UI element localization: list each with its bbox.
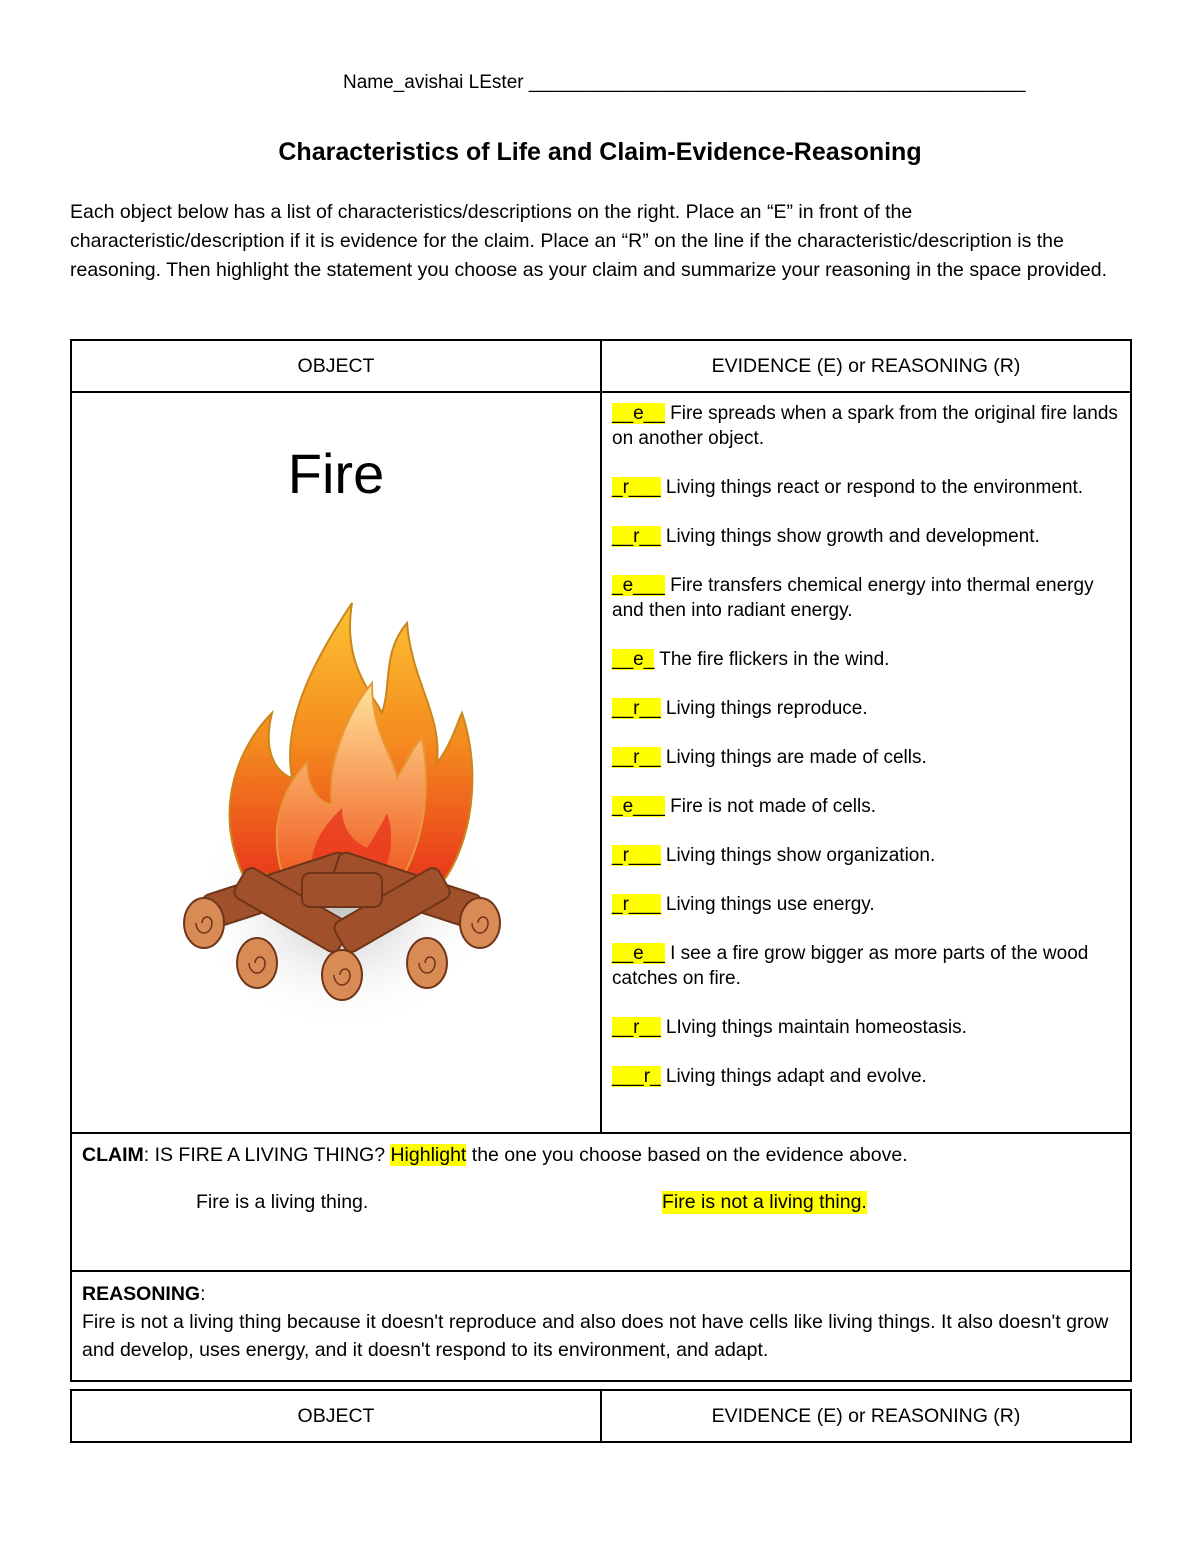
answer-mark[interactable]: _r___ xyxy=(612,845,661,866)
claim-row xyxy=(71,1133,1131,1271)
item-text: Living things use energy. xyxy=(660,894,875,915)
choice-living[interactable]: Fire is a living thing. xyxy=(196,1191,369,1213)
reasoning-heading xyxy=(82,1280,1120,1308)
list-item xyxy=(612,1064,1122,1089)
list-item xyxy=(612,401,1122,451)
object-cell xyxy=(71,392,601,1133)
table-header-row xyxy=(71,1390,1131,1442)
reasoning-label: REASONING xyxy=(82,1283,201,1305)
claim-highlight-word: Highlight xyxy=(390,1144,467,1166)
object-column-header: OBJECT xyxy=(71,340,601,392)
object-column-header: OBJECT xyxy=(71,1390,601,1442)
reasoning-text[interactable]: Fire is not a living thing because it doesn't reproduce and also does not have cells like living things. It also doesn't grow and develop, uses energy, and it doesn't respond to its environment, and adapt. xyxy=(82,1311,1109,1361)
claim-choices xyxy=(82,1167,1120,1217)
worksheet-title: Characteristics of Life and Claim-Evidence-Reasoning xyxy=(278,138,922,166)
answer-mark[interactable]: __e__ xyxy=(612,403,665,424)
evidence-column-header: EVIDENCE (E) or REASONING (R) xyxy=(601,1390,1131,1442)
item-text: Living things are made of cells. xyxy=(660,747,927,768)
item-text: Living things adapt and evolve. xyxy=(660,1066,927,1087)
answer-mark[interactable]: __r__ xyxy=(612,526,661,547)
list-item xyxy=(612,573,1122,623)
item-text: Fire is not made of cells. xyxy=(664,796,877,817)
answer-mark[interactable]: _r___ xyxy=(612,894,661,915)
claim-rest: the one you choose based on the evidence above. xyxy=(466,1144,908,1166)
answer-mark[interactable]: __r__ xyxy=(612,698,661,719)
answer-mark[interactable]: ___r_ xyxy=(612,1066,661,1087)
list-item xyxy=(612,843,1122,868)
answer-mark[interactable]: __e_ xyxy=(612,649,655,670)
fire-worksheet-table xyxy=(70,339,1132,1382)
list-item xyxy=(612,794,1122,819)
list-item xyxy=(612,1015,1122,1040)
item-text: The fire flickers in the wind. xyxy=(654,649,890,670)
object-name: Fire xyxy=(287,442,385,505)
claim-question: : IS FIRE A LIVING THING? xyxy=(143,1144,391,1166)
claim-label: CLAIM xyxy=(82,1144,144,1166)
item-text: Living things reproduce. xyxy=(660,698,868,719)
list-item xyxy=(612,892,1122,917)
evidence-list-cell xyxy=(601,392,1131,1133)
item-text: LIving things maintain homeostasis. xyxy=(660,1017,967,1038)
answer-mark[interactable]: __r__ xyxy=(612,747,661,768)
reasoning-colon: : xyxy=(200,1283,206,1305)
claim-prompt xyxy=(82,1144,1120,1167)
item-text: Living things show growth and development. xyxy=(660,526,1040,547)
table-header-row xyxy=(71,340,1131,392)
claim-cell xyxy=(71,1133,1131,1271)
item-text: Fire transfers chemical energy into thermal energy and then into radiant energy. xyxy=(612,575,1094,621)
second-worksheet-table xyxy=(70,1389,1132,1443)
reasoning-row xyxy=(71,1271,1131,1381)
evidence-column-header: EVIDENCE (E) or REASONING (R) xyxy=(601,340,1131,392)
list-item xyxy=(612,696,1122,721)
answer-mark[interactable]: _r___ xyxy=(612,477,661,498)
list-item xyxy=(612,524,1122,549)
answer-mark[interactable]: __e__ xyxy=(612,943,665,964)
item-text: I see a fire grow bigger as more parts of the wood catches on fire. xyxy=(612,943,1089,989)
instructions: Each object below has a list of characteristics/descriptions on the right. Place an “E” in front of the characteristic/description if it is evidence for the claim. Place an “R” on the line if the characteristic/description is the reasoning. Then highlight the statement you choose as your claim and summarize your reasoning in the space provided. xyxy=(70,201,1107,281)
list-item xyxy=(612,475,1122,500)
answer-mark[interactable]: _e___ xyxy=(612,575,665,596)
reasoning-cell xyxy=(71,1271,1131,1381)
list-item xyxy=(612,647,1122,672)
item-text: Living things show organization. xyxy=(660,845,936,866)
name-line: Name_avishai LEster _______________________________________________ xyxy=(343,72,1026,93)
list-item xyxy=(612,941,1122,991)
choice-not-living[interactable]: Fire is not a living thing. xyxy=(662,1191,867,1213)
item-text: Living things react or respond to the environment. xyxy=(660,477,1084,498)
item-text: Fire spreads when a spark from the original fire lands on another object. xyxy=(612,403,1118,449)
list-item xyxy=(612,745,1122,770)
campfire-icon xyxy=(182,543,502,1023)
answer-mark[interactable]: _e___ xyxy=(612,796,665,817)
answer-mark[interactable]: __r__ xyxy=(612,1017,661,1038)
fire-row xyxy=(71,392,1131,1133)
